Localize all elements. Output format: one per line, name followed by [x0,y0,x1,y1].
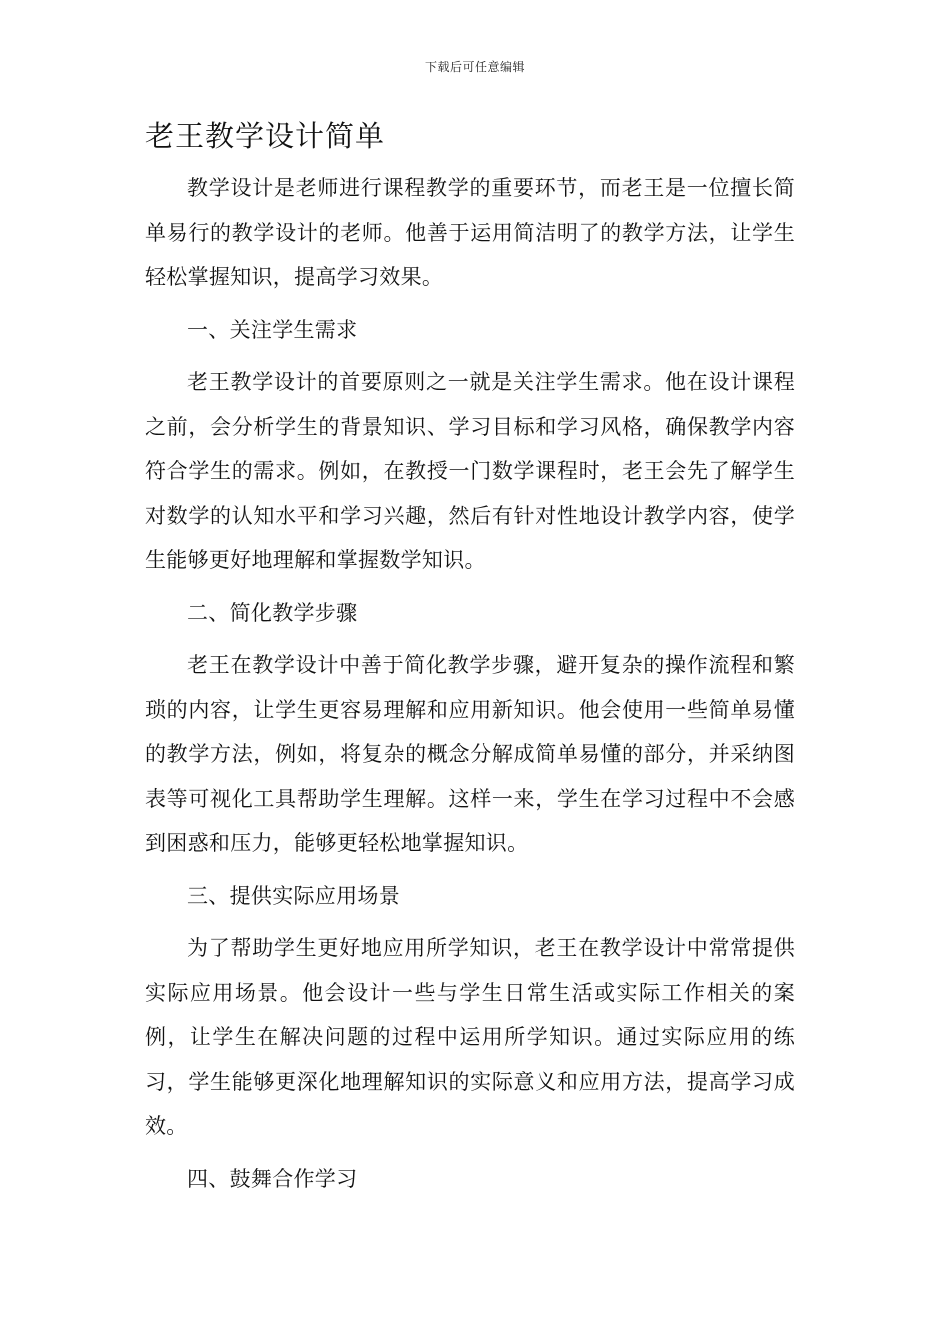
section-body-2: 老王在教学设计中善于简化教学步骤，避开复杂的操作流程和繁琐的内容，让学生更容易理解和应用新知识。他会使用一些简单易懂的教学方法，例如，将复杂的概念分解成简单易懂的部分，并采纳图表等可视化工具帮助学生理解。这样一来，学生在学习过程中不会感到困惑和压力，能够更轻松地掌握知识。 [145,653,795,855]
header-note: 下载后可任意编辑 [424,60,525,74]
section-heading-3: 三、提供实际应用场景 [187,883,400,908]
document-body [145,112,795,1209]
document-title: 老王教学设计简单 [145,119,386,153]
intro-paragraph: 教学设计是老师进行课程教学的重要环节，而老王是一位擅长简单易行的教学设计的老师。他善于运用简洁明了的教学方法，让学生轻松掌握知识，提高学习效果。 [145,176,795,289]
section-heading-1: 一、关注学生需求 [187,317,358,342]
section-body-3: 为了帮助学生更好地应用所学知识，老王在教学设计中常常提供实际应用场景。他会设计一些与学生日常生活或实际工作相关的案例，让学生在解决问题的过程中运用所学知识。通过实际应用的练习，学生能够更深化地理解知识的实际意义和应用方法，提高学习成效。 [145,936,795,1138]
section-body-1: 老王教学设计的首要原则之一就是关注学生需求。他在设计课程之前，会分析学生的背景知识、学习目标和学习风格，确保教学内容符合学生的需求。例如，在教授一门数学课程时，老王会先了解学生对数学的认知水平和学习兴趣，然后有针对性地设计教学内容，使学生能够更好地理解和掌握数学知识。 [145,370,795,572]
section-heading-4: 四、鼓舞合作学习 [187,1166,358,1191]
section-heading-2: 二、简化教学步骤 [187,600,358,625]
